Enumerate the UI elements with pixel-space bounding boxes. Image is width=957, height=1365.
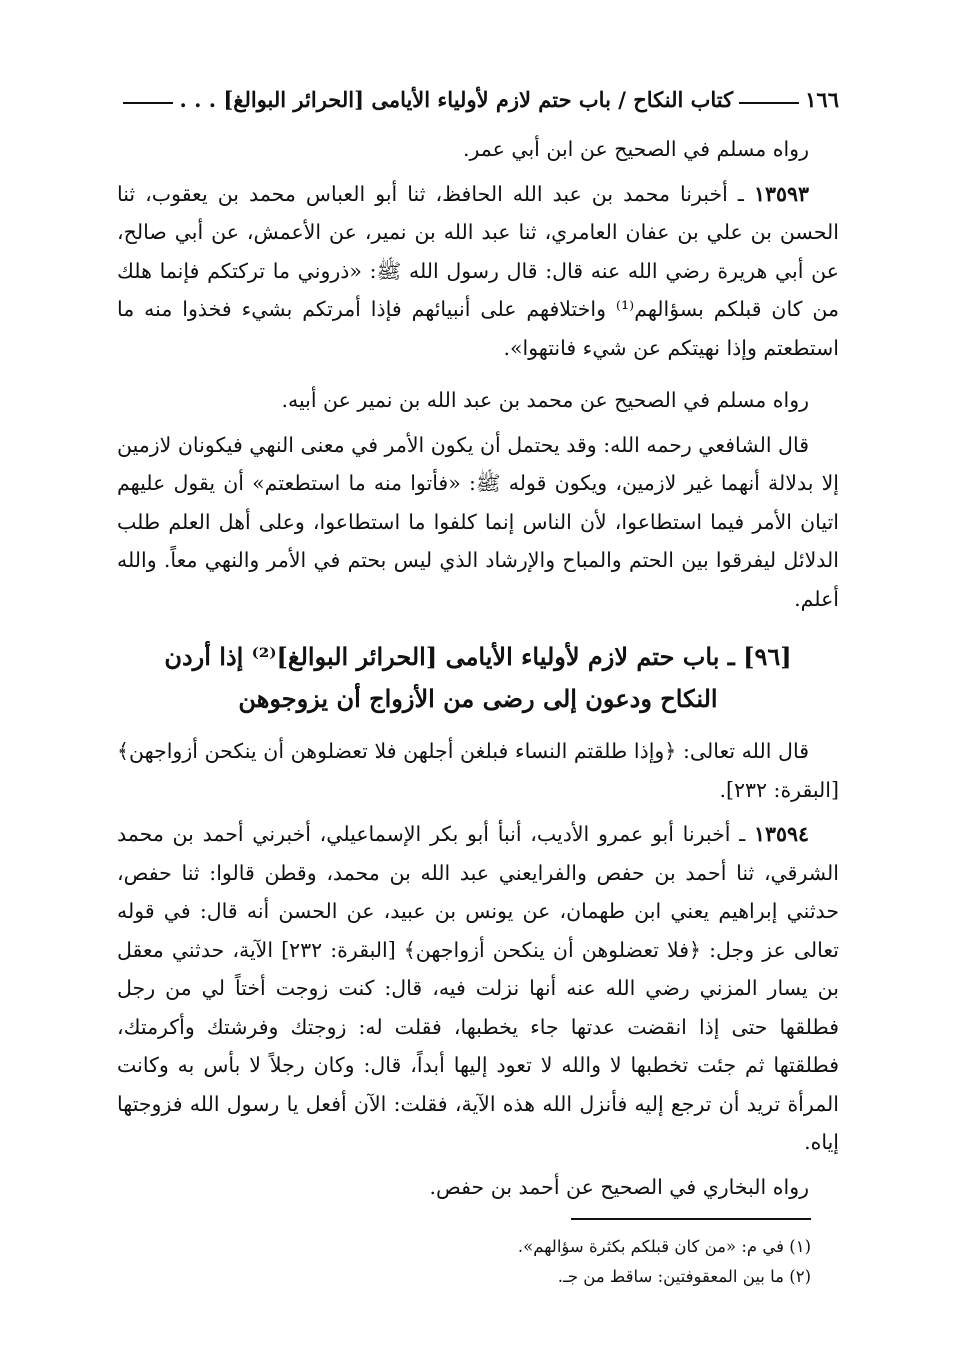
hadith-text: ـ أخبرنا أبو عمرو الأديب، أنبأ أبو بكر الإسماعيلي، أخبرني أحمد بن محمد الشرقي، ثنا أحمد بن حفص والفرايعني عبد الله بن محمد، وقطن قالوا: ثنا حفص، حدثني إبراهيم يعني ابن طهمان، عن يونس بن عبيد، عن الحسن أنه قال: في قوله تعالى عز وجل: ﴿فلا تعضلوهن أن ينكحن أزواجهن﴾ [البقرة: ٢٣٢] الآية، حدثني معقل بن يسار المزني رضي الله عنه أنها نزلت فيه، قال: كنت زوجت أختاً لي من رجل فطلقها حتى إذا انقضت عدتها جاء يخطبها، فقلت له: زوجتك وفرشتك وأكرمتك، فطلقتها ثم جئت تخطبها لا والله لا تعود إليها أبداً، قال: وكان رجلاً لا بأس به وكانت المرأة تريد أن ترجع إليه فأنزل الله هذه الآية، فقلت: الآن أفعل يا رسول الله فزوجتها إياه. [117,822,839,1154]
hadith-number: ١٣٥٩٤ [753,822,809,846]
hadith-text: ـ أخبرنا محمد بن عبد الله الحافظ، ثنا أبو العباس محمد بن يعقوب، ثنا الحسن بن علي بن عفان العامري، ثنا عبد الله بن نمير، عن الأعمش، عن أبي صالح، عن أبي هريرة رضي الله عنه قال: قال رسول الله ﷺ: «ذروني ما تركتكم فإنما هلك من كان قبلكم بسؤالهم⁽¹⁾ واختلافهم على أنبيائهم فإذا أمرتكم بشيء فخذوا منه ما استطعتم وإذا نهيتكم عن شيء فانتهوا». [117,181,840,360]
hadith-13593 [117,175,839,368]
header-rule-fill [123,102,173,104]
running-header [117,72,839,112]
shafii-commentary: قال الشافعي رحمه الله: وقد يحتمل أن يكون الأمر في معنى النهي فيكونان لازمين إلا بدلالة أنهما غير لازمين، ويكون قوله ﷺ: «فأتوا منه ما استطعتم» أن يقول عليهم اتيان الأمر فيما استطاعوا، لأن الناس إنما كلفوا ما استطاعوا، وعلى أهل العلم طلب الدلائل ليفرقوا بين الحتم والمباح والإرشاد الذي ليس بحتم في الأمر والنهي معاً. والله أعلم. [117,432,839,611]
narration-note: رواه مسلم في الصحيح عن ابن أبي عمر. [462,137,809,161]
footnotes [117,1232,811,1292]
chapter-heading-line2: النكاح ودعون إلى رضى من الأزواج أن يزوجوهن [238,684,718,713]
footnote-1: (١) في م: «من كان قبلكم بكثرة سؤالهم». [517,1237,811,1256]
footnote-separator [571,1218,811,1220]
chapter-heading-line1: [٩٦] ـ باب حتم لازم لأولياء الأيامى [الحرائر البوالغ]⁽²⁾ إذا أردن [164,642,792,671]
hadith-number: ١٣٥٩٣ [753,181,809,206]
quran-verse-paragraph: قال الله تعالى: ﴿وإذا طلقتم النساء فبلغن أجلهن فلا تعضلوهن أن ينكحن أزواجهن﴾ [البقرة: ٢٣٢]. [117,739,839,802]
main-text [117,130,839,1206]
narration-note: رواه مسلم في الصحيح عن محمد بن عبد الله بن نمير عن أبيه. [281,388,809,412]
running-title: كتاب النكاح / باب حتم لازم لأولياء الأيامى [الحرائر البوالغ] . . . [179,87,734,112]
header-rule [739,102,799,104]
hadith-13594 [117,815,839,1162]
footnote-2: (٢) ما بين المعقوفتين: ساقط من جـ. [557,1267,811,1286]
chapter-heading [117,636,839,720]
narration-note: رواه البخاري في الصحيح عن أحمد بن حفص. [429,1174,809,1199]
page-number: ١٦٦ [805,87,839,112]
